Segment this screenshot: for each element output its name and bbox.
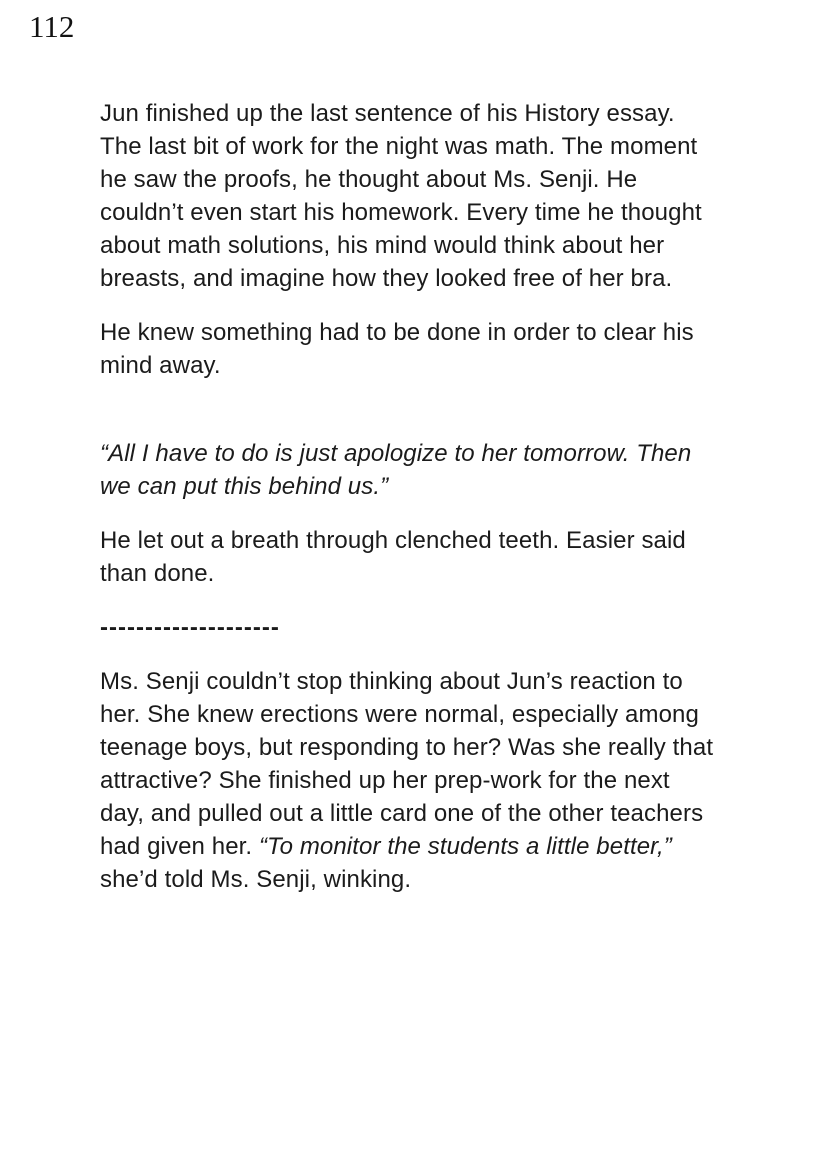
paragraph-inner-monologue-quote: “All I have to do is just apologize to her tomorrow. Then we can put this behind us.” [100,440,692,500]
page-content [100,97,718,917]
paragraph-ms-senji-text-end: she’d told Ms. Senji, winking. [100,866,412,893]
paragraph-ms-senji-text-start: Ms. Senji couldn’t stop thinking about Jun’s reaction to her. She knew erections were normal, especially among teenage boys, but responding to her? Was she really that attractive? She finished up her prep-work for the next day, and pulled out a little card one of the other teachers had given her. [100,668,714,860]
paragraph-clenched-teeth: He let out a breath through clenched teeth. Easier said than done. [100,527,686,587]
page-number: 112 [29,9,75,44]
paragraph-he-knew: He knew something had to be done in order to clear his mind away. [100,319,694,379]
paragraph-ms-senji [100,665,718,896]
paragraph-jun-homework: Jun finished up the last sentence of his History essay. The last bit of work for the night was math. The moment he saw the proofs, he thought about Ms. Senji. He couldn’t even start his homework. Every time he thought about math solutions, his mind would think about her breasts, and imagine how they looked free of her bra. [100,100,702,292]
scene-divider: -------------------- [100,614,280,641]
paragraph-ms-senji-card-quote: “To monitor the students a little better,” [258,833,672,860]
